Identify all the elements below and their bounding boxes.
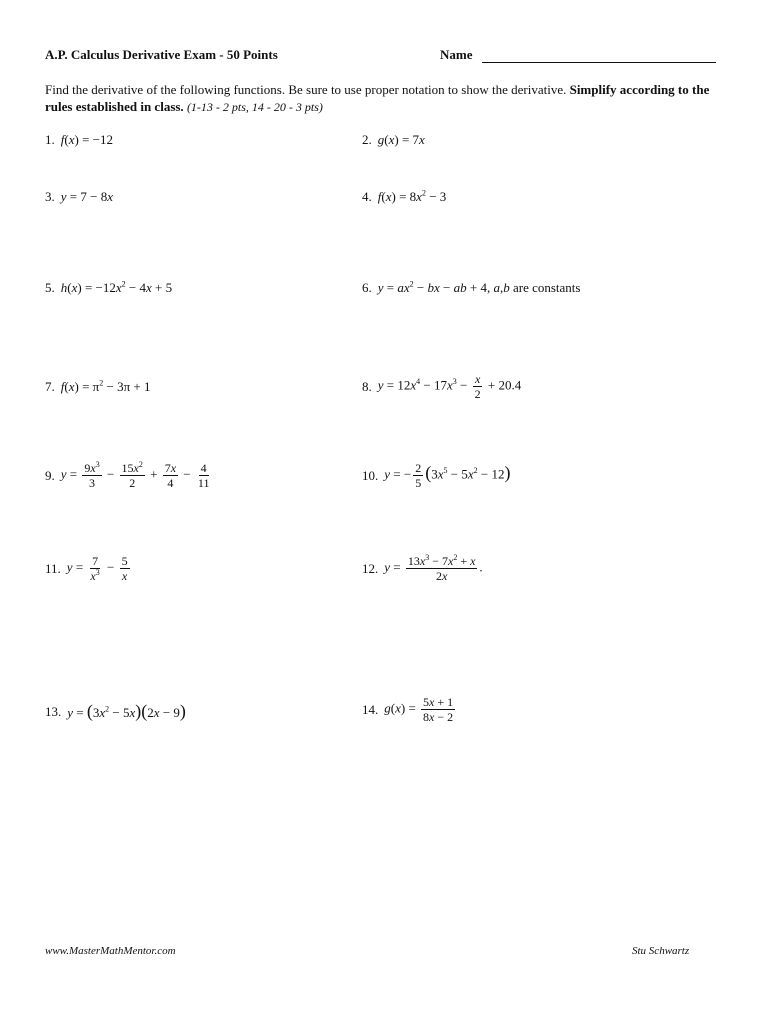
footer-author: Stu Schwartz	[632, 945, 690, 957]
instructions	[45, 81, 725, 116]
instructions-text: Find the derivative of the following functions. Be sure to use proper notation to show the derivative.	[45, 82, 567, 97]
problem-expression: g(x) = $\frac{5x + 1}{8x - 2}$	[384, 695, 454, 724]
problem-expression: $f(x) = \pi^2 - 3\pi + 1$	[60, 378, 151, 394]
problem-4	[362, 189, 446, 205]
name-field-line[interactable]	[482, 62, 716, 63]
problem-expression: f(x) = −12	[60, 132, 113, 147]
problem-number: 10.	[362, 467, 379, 483]
problem-number: 8.	[362, 378, 372, 394]
problem-3	[45, 189, 113, 205]
problem-number: 9.	[45, 467, 55, 483]
problem-expression: $f(x) = 8x^2 - 3$	[377, 188, 447, 204]
problem-9	[45, 461, 213, 490]
problem-11	[45, 554, 132, 583]
problem-13	[45, 702, 186, 721]
problem-number: 3.	[45, 189, 55, 204]
problem-number: 12.	[362, 560, 379, 576]
problem-number: 5.	[45, 280, 55, 295]
problem-6	[362, 280, 580, 296]
instructions-points: (1-13 - 2 pts, 14 - 20 - 3 pts)	[186, 100, 323, 114]
problem-expression: y = $\frac{9x^3}{3}$ − $\frac{15x^2}{2}$ + $\frac{7x}{4}$ − $\frac{4}{11}$	[60, 460, 210, 490]
problem-5	[45, 280, 172, 296]
problem-1	[45, 132, 113, 148]
problem-14	[362, 695, 457, 724]
problem-note: are constants	[512, 280, 581, 295]
problem-12	[362, 554, 483, 583]
problem-number: 14.	[362, 701, 379, 717]
problem-8	[362, 372, 521, 401]
problem-expression: $h(x) = -12x^2 - 4x + 5$	[60, 279, 173, 295]
problem-expression: y = 7 − 8x	[60, 189, 113, 204]
problem-2	[362, 132, 425, 148]
problem-number: 4.	[362, 189, 372, 204]
problem-expression: y = $\frac{13x^3 - 7x^2 + x}{2x}$ .	[384, 553, 483, 583]
problem-expression: $y = 12x^4 - 17x^3$ − $\frac{x}{2}$ + 20.4	[377, 372, 522, 401]
problem-expression: y = − $\frac{2}{5}$ $(3x^5 - 5x^2 - 12)$	[384, 461, 511, 490]
problem-number: 7.	[45, 379, 55, 394]
instructions-bold: Simplify according to the rules established in class.	[45, 82, 710, 114]
exam-title: A.P. Calculus Derivative Exam - 50 Points	[45, 47, 278, 62]
problem-number: 13.	[45, 703, 62, 719]
footer-website: www.MasterMathMentor.com	[45, 945, 176, 957]
problem-expression: g(x) = 7x	[377, 132, 425, 147]
problem-number: 11.	[45, 560, 61, 576]
name-label: Name	[440, 47, 473, 62]
problem-expression: $y = (3x^2 - 5x)(2x - 9)$	[67, 701, 186, 721]
problem-10	[362, 461, 510, 490]
problem-7	[45, 379, 150, 395]
problem-expression: y = $\frac{7}{x^3}$ − $\frac{5}{x}$	[66, 554, 128, 583]
problem-number: 2.	[362, 132, 372, 147]
problem-number: 6.	[362, 280, 372, 295]
problem-expression: $y = ax^2$ − bx − ab + 4, a,b	[377, 279, 510, 295]
problem-number: 1.	[45, 132, 55, 147]
